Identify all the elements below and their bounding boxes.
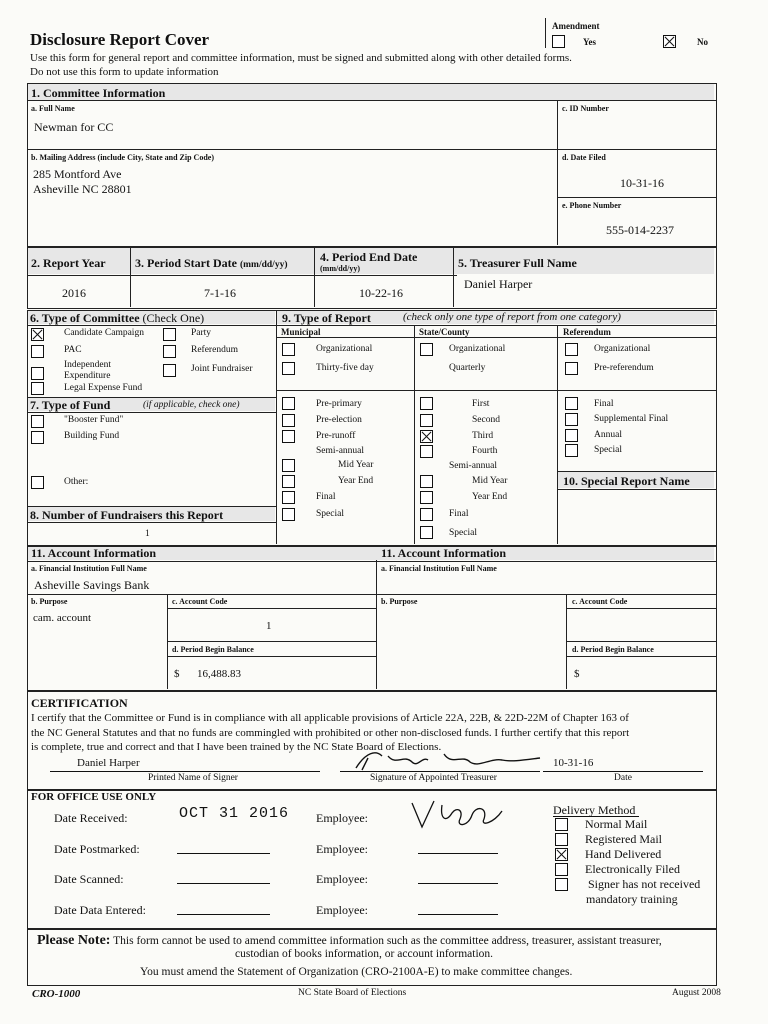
state-organizational-checkbox[interactable] xyxy=(420,343,433,356)
registered-mail-checkbox[interactable] xyxy=(555,833,568,846)
period-start-value[interactable]: 7-1-16 xyxy=(204,286,236,300)
state-fourth-checkbox[interactable] xyxy=(420,445,433,458)
account-a-code-label: c. Account Code xyxy=(172,597,228,606)
state-final-label: Final xyxy=(449,509,469,519)
ref-annual-label: Annual xyxy=(594,430,622,440)
section-8-header: 8. Number of Fundraisers this Report xyxy=(30,508,224,522)
signer-not-trained-checkbox[interactable] xyxy=(555,878,568,891)
referendum-committee-checkbox[interactable] xyxy=(163,345,176,358)
state-county-header: State/County xyxy=(419,327,470,337)
id-number-label: c. ID Number xyxy=(562,104,609,113)
mailing-address-line1[interactable]: 285 Montford Ave xyxy=(33,167,122,181)
amendment-yes-label: Yes xyxy=(583,37,596,47)
hand-delivered-label: Hand Delivered xyxy=(585,847,662,861)
legal-expense-checkbox[interactable] xyxy=(31,382,44,395)
candidate-campaign-label: Candidate Campaign xyxy=(64,328,144,338)
phone-label: e. Phone Number xyxy=(562,201,622,210)
muni-pre-election-checkbox[interactable] xyxy=(282,414,295,427)
section-10-header: 10. Special Report Name xyxy=(563,474,690,488)
account-b-code-label: c. Account Code xyxy=(572,597,628,606)
state-first-checkbox[interactable] xyxy=(420,397,433,410)
hand-delivered-checkbox[interactable] xyxy=(555,848,568,861)
please-note-label: Please Note: xyxy=(37,933,111,948)
employee-initials-signature[interactable] xyxy=(408,797,508,837)
muni-pre-runoff-checkbox[interactable] xyxy=(282,430,295,443)
period-start-label: 3. Period Start Date (mm/dd/yy) xyxy=(135,256,288,270)
form-subtitle: Use this form for general report and committee information, must be signed and submitted along with other detailed forms. xyxy=(30,52,572,64)
ref-special-checkbox[interactable] xyxy=(565,444,578,457)
amendment-yes-checkbox[interactable] xyxy=(552,35,565,48)
signature-label: Signature of Appointed Treasurer xyxy=(370,773,497,783)
account-b-purpose-label: b. Purpose xyxy=(381,597,418,606)
date-received-label: Date Received: xyxy=(54,811,128,825)
fundraisers-count[interactable]: 1 xyxy=(145,529,150,539)
account-b-inst-label: a. Financial Institution Full Name xyxy=(381,564,497,573)
muni-year-end-checkbox[interactable] xyxy=(282,475,295,488)
ref-supplemental-final-checkbox[interactable] xyxy=(565,413,578,426)
certification-header: CERTIFICATION xyxy=(31,696,128,710)
account-a-purpose-value[interactable]: cam. account xyxy=(33,612,92,624)
state-year-end-label: Year End xyxy=(472,492,508,502)
full-name-label: a. Full Name xyxy=(31,104,75,113)
treasurer-value[interactable]: Daniel Harper xyxy=(464,277,533,291)
normal-mail-checkbox[interactable] xyxy=(555,818,568,831)
muni-thirty-five-label: Thirty-five day xyxy=(316,363,374,373)
independent-label-1: Independent xyxy=(64,360,111,370)
employee-field-2[interactable] xyxy=(418,853,498,854)
amendment-divider xyxy=(545,18,546,48)
other-fund-checkbox[interactable] xyxy=(31,476,44,489)
treasurer-label: 5. Treasurer Full Name xyxy=(458,256,577,270)
muni-organizational-checkbox[interactable] xyxy=(282,343,295,356)
phone-value[interactable]: 555-014-2237 xyxy=(606,223,674,237)
electronically-filed-label: Electronically Filed xyxy=(585,862,680,876)
employee-field-4[interactable] xyxy=(418,914,498,915)
period-end-value[interactable]: 10-22-16 xyxy=(359,286,403,300)
state-first-label: First xyxy=(472,399,490,409)
muni-thirty-five-checkbox[interactable] xyxy=(282,362,295,375)
ref-annual-checkbox[interactable] xyxy=(565,429,578,442)
pac-checkbox[interactable] xyxy=(31,345,44,358)
form-title: Disclosure Report Cover xyxy=(30,30,210,49)
muni-pre-primary-checkbox[interactable] xyxy=(282,397,295,410)
certification-date-value[interactable]: 10-31-16 xyxy=(553,757,594,769)
account-b-header: 11. Account Information xyxy=(381,546,507,560)
ref-pre-referendum-label: Pre-referendum xyxy=(594,363,654,373)
muni-year-end-label: Year End xyxy=(338,476,374,486)
referendum-header: Referendum xyxy=(563,327,611,337)
registered-mail-label: Registered Mail xyxy=(585,832,662,846)
certification-date-label: Date xyxy=(614,773,632,783)
mailing-address-label: b. Mailing Address (include City, State and Zip Code) xyxy=(31,153,214,162)
certification-line1: I certify that the Committee or Fund is in compliance with all applicable provisions of Article 22A, 22B, & 22D-22M of Chapter 163 of xyxy=(31,712,629,724)
section-7-header: 7. Type of Fund xyxy=(30,398,111,412)
muni-mid-year-label: Mid Year xyxy=(338,460,374,470)
other-fund-label: Other: xyxy=(64,477,89,487)
referendum-committee-label: Referendum xyxy=(191,345,238,355)
certification-line2: the NC General Statutes and that no funds are commingled with prohibited or other non-disclosed funds. I further certify that this report xyxy=(31,727,630,739)
candidate-campaign-checkbox[interactable] xyxy=(31,328,44,341)
please-note-line2: custodian of books information, or account information. xyxy=(235,948,494,960)
amendment-no-label: No xyxy=(697,37,708,47)
joint-fundraiser-label: Joint Fundraiser xyxy=(191,364,253,374)
muni-special-checkbox[interactable] xyxy=(282,508,295,521)
muni-mid-year-checkbox[interactable] xyxy=(282,459,295,472)
electronically-filed-checkbox[interactable] xyxy=(555,863,568,876)
state-third-label: Third xyxy=(472,431,494,441)
please-note-line3: You must amend the Statement of Organization (CRO-2100A-E) to make committee changes. xyxy=(140,966,573,978)
account-a-purpose-label: b. Purpose xyxy=(31,597,68,606)
muni-pre-election-label: Pre-election xyxy=(316,415,362,425)
independent-label-2: Expenditure xyxy=(64,371,111,381)
muni-pre-runoff-label: Pre-runoff xyxy=(316,431,356,441)
agency-name: NC State Board of Elections xyxy=(298,988,407,998)
ref-pre-referendum-checkbox[interactable] xyxy=(565,362,578,375)
party-label: Party xyxy=(191,328,212,338)
pac-label: PAC xyxy=(64,345,82,355)
mailing-address-line2[interactable]: Asheville NC 28801 xyxy=(33,182,132,196)
section-7-hint: (if applicable, check one) xyxy=(143,400,240,410)
state-third-checkbox[interactable] xyxy=(420,430,433,443)
muni-organizational-label: Organizational xyxy=(316,344,373,354)
date-filed-label: d. Date Filed xyxy=(562,153,606,162)
form-date: August 2008 xyxy=(672,988,721,998)
report-year-label: 2. Report Year xyxy=(31,256,106,270)
ref-final-checkbox[interactable] xyxy=(565,397,578,410)
muni-semi-annual-label: Semi-annual xyxy=(316,446,365,456)
period-end-unit: (mm/dd/yy) xyxy=(320,264,360,273)
section-9-hint: (check only one type of report from one category) xyxy=(403,311,621,323)
building-fund-checkbox[interactable] xyxy=(31,431,44,444)
employee-field-3[interactable] xyxy=(418,883,498,884)
signer-not-trained-label-2: mandatory training xyxy=(586,892,678,906)
report-year-value[interactable]: 2016 xyxy=(62,286,86,300)
date-scanned-label: Date Scanned: xyxy=(54,872,124,886)
form-id: CRO-1000 xyxy=(32,988,81,1000)
certification-line3: is complete, true and correct and that I have been trained by the NC State Board of Elections. xyxy=(31,741,442,753)
legal-expense-label: Legal Expense Fund xyxy=(64,383,143,393)
date-postmarked-label: Date Postmarked: xyxy=(54,842,140,856)
period-end-label: 4. Period End Date xyxy=(320,250,418,264)
state-mid-year-label: Mid Year xyxy=(472,476,508,486)
printed-name-value[interactable]: Daniel Harper xyxy=(77,757,140,769)
form-subtitle-2: Do not use this form to update information xyxy=(30,66,219,78)
booster-fund-label: "Booster Fund" xyxy=(64,415,124,425)
account-a-inst-value[interactable]: Asheville Savings Bank xyxy=(34,578,150,592)
full-name-value[interactable]: Newman for CC xyxy=(34,120,114,134)
signer-not-trained-label-1: Signer has not received xyxy=(588,877,701,891)
employee-label-3: Employee: xyxy=(316,872,368,886)
state-semi-annual-label: Semi-annual xyxy=(449,461,498,471)
state-second-label: Second xyxy=(472,415,500,425)
office-use-header: FOR OFFICE USE ONLY xyxy=(31,791,157,803)
date-entered-field[interactable] xyxy=(177,914,270,915)
state-organizational-label: Organizational xyxy=(449,344,506,354)
muni-final-checkbox[interactable] xyxy=(282,491,295,504)
employee-label-4: Employee: xyxy=(316,903,368,917)
date-filed-value[interactable]: 10-31-16 xyxy=(620,176,664,190)
joint-fundraiser-checkbox[interactable] xyxy=(163,364,176,377)
please-note-line1: This form cannot be used to amend committee information such as the committee address, treasurer, assistant treasurer, xyxy=(113,935,662,947)
muni-pre-primary-label: Pre-primary xyxy=(316,399,362,409)
employee-label-1: Employee: xyxy=(316,811,368,825)
ref-organizational-checkbox[interactable] xyxy=(565,343,578,356)
employee-label-2: Employee: xyxy=(316,842,368,856)
amendment-no-checkbox[interactable] xyxy=(663,35,676,48)
independent-expenditure-checkbox[interactable] xyxy=(31,367,44,380)
state-year-end-checkbox[interactable] xyxy=(420,491,433,504)
section-6-header: 6. Type of Committee (Check One) xyxy=(30,311,205,325)
party-checkbox[interactable] xyxy=(163,328,176,341)
account-a-balance-currency: $ xyxy=(174,668,180,680)
state-fourth-label: Fourth xyxy=(472,446,498,456)
muni-final-label: Final xyxy=(316,492,336,502)
municipal-header: Municipal xyxy=(281,327,321,337)
ref-organizational-label: Organizational xyxy=(594,344,651,354)
state-special-label: Special xyxy=(449,528,477,538)
printed-name-label: Printed Name of Signer xyxy=(148,773,238,783)
normal-mail-label: Normal Mail xyxy=(585,817,648,831)
state-special-checkbox[interactable] xyxy=(420,526,433,539)
ref-final-label: Final xyxy=(594,399,614,409)
date-postmarked-field[interactable] xyxy=(177,853,270,854)
section-9-header: 9. Type of Report xyxy=(282,311,371,325)
date-entered-label: Date Data Entered: xyxy=(54,903,146,917)
account-a-code-value[interactable]: 1 xyxy=(266,620,272,632)
booster-fund-checkbox[interactable] xyxy=(31,415,44,428)
ref-supplemental-final-label: Supplemental Final xyxy=(594,414,669,424)
date-received-stamp: OCT 31 2016 xyxy=(179,805,290,822)
state-quarterly-label: Quarterly xyxy=(449,363,486,373)
amendment-label: Amendment xyxy=(552,21,600,31)
state-mid-year-checkbox[interactable] xyxy=(420,475,433,488)
state-final-checkbox[interactable] xyxy=(420,508,433,521)
section-1-header: 1. Committee Information xyxy=(31,86,166,100)
account-a-balance-label: d. Period Begin Balance xyxy=(172,645,254,654)
account-b-balance-label: d. Period Begin Balance xyxy=(572,645,654,654)
state-second-checkbox[interactable] xyxy=(420,414,433,427)
account-b-balance-currency: $ xyxy=(574,668,580,680)
delivery-method-header: Delivery Method xyxy=(553,803,636,817)
account-a-balance-value[interactable]: 16,488.83 xyxy=(197,668,241,680)
muni-special-label: Special xyxy=(316,509,344,519)
account-a-header: 11. Account Information xyxy=(31,546,157,560)
ref-special-label: Special xyxy=(594,445,622,455)
account-a-inst-label: a. Financial Institution Full Name xyxy=(31,564,147,573)
date-scanned-field[interactable] xyxy=(177,883,270,884)
building-fund-label: Building Fund xyxy=(64,431,120,441)
